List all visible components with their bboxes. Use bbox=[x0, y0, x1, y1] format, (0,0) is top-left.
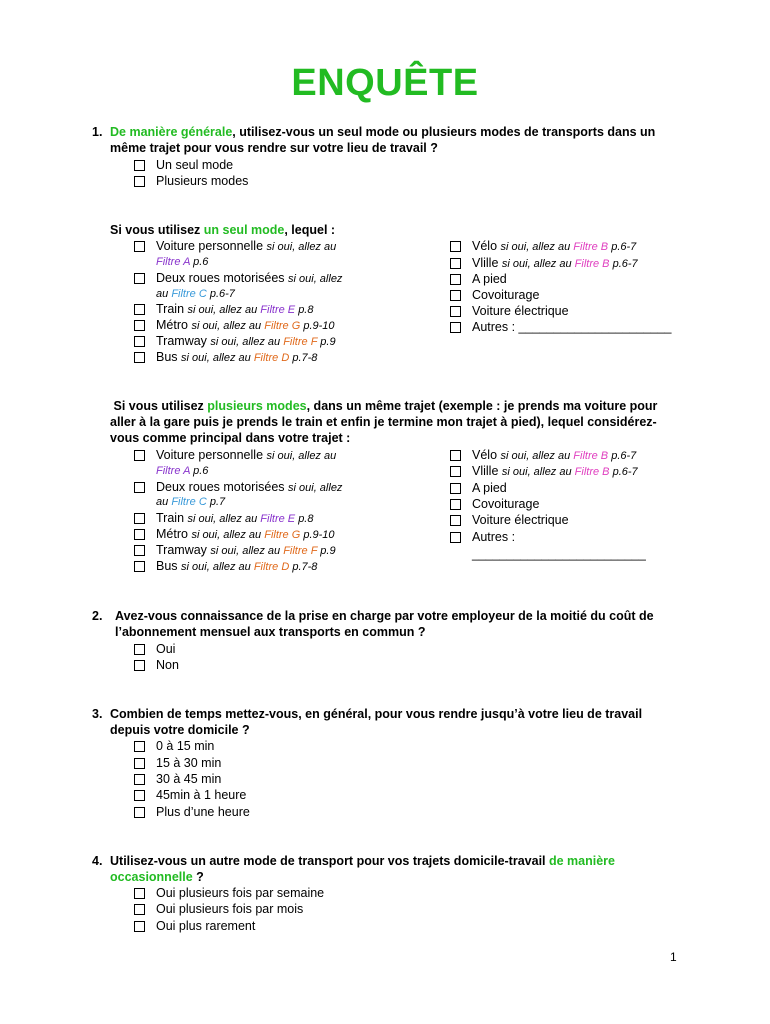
checkbox[interactable] bbox=[450, 274, 461, 285]
question-1 bbox=[0, 124, 770, 158]
checkbox[interactable] bbox=[450, 532, 461, 543]
checkbox[interactable] bbox=[450, 466, 461, 477]
checkbox[interactable] bbox=[134, 176, 145, 187]
checkbox[interactable] bbox=[450, 450, 461, 461]
question-number: 3. bbox=[92, 707, 103, 721]
checkbox[interactable] bbox=[134, 888, 145, 899]
checkbox[interactable] bbox=[450, 483, 461, 494]
q1-text-line2: même trajet pour vous rendre sur votre lieu de travail ? bbox=[110, 141, 438, 155]
filter-reference: Filtre A p.6 bbox=[156, 256, 209, 268]
checkbox[interactable] bbox=[134, 482, 145, 493]
checkbox[interactable] bbox=[134, 529, 145, 540]
checkbox[interactable] bbox=[134, 790, 145, 801]
multi-mode-intro: Si vous utilisez plusieurs modes, dans un même trajet (exemple : je prends ma voiture pour aller à la gare puis je prends le train et enfin je termine mon trajet à pied), lequel considérez- vous comme principal dans votre trajet : bbox=[110, 399, 658, 445]
checkbox[interactable] bbox=[134, 807, 145, 818]
checkbox[interactable] bbox=[450, 290, 461, 301]
checkbox[interactable] bbox=[134, 545, 145, 556]
checkbox[interactable] bbox=[134, 774, 145, 785]
checkbox[interactable] bbox=[134, 741, 145, 752]
checkbox[interactable] bbox=[134, 758, 145, 769]
checkbox[interactable] bbox=[450, 306, 461, 317]
single-mode-intro: Si vous utilisez un seul mode, lequel : bbox=[110, 223, 336, 237]
filter-reference: au Filtre C p.7 bbox=[156, 496, 226, 508]
autres-input-line[interactable]: _________________________ bbox=[472, 547, 646, 561]
checkbox[interactable] bbox=[134, 904, 145, 915]
checkbox[interactable] bbox=[450, 322, 461, 333]
checkbox[interactable] bbox=[134, 660, 145, 671]
page-number: 1 bbox=[670, 950, 677, 964]
checkbox[interactable] bbox=[450, 515, 461, 526]
checkbox[interactable] bbox=[134, 450, 145, 461]
question-3: 3. Combien de temps mettez-vous, en général, pour vous rendre jusqu’à votre lieu de travail depuis votre domicile ? bbox=[92, 707, 643, 737]
checkbox[interactable] bbox=[134, 273, 145, 284]
question-number: 4. bbox=[92, 854, 103, 868]
checkbox[interactable] bbox=[134, 513, 145, 524]
checkbox[interactable] bbox=[134, 241, 145, 252]
q1-highlight: De manière générale bbox=[110, 125, 233, 139]
filter-reference: Filtre A p.6 bbox=[156, 465, 209, 477]
page-title: ENQUÊTE bbox=[291, 62, 479, 104]
checkbox[interactable] bbox=[134, 160, 145, 171]
checkbox[interactable] bbox=[134, 336, 145, 347]
checkbox[interactable] bbox=[450, 258, 461, 269]
checkbox[interactable] bbox=[134, 561, 145, 572]
checkbox[interactable] bbox=[134, 921, 145, 932]
checkbox[interactable] bbox=[450, 241, 461, 252]
checkbox[interactable] bbox=[134, 644, 145, 655]
checkbox[interactable] bbox=[134, 320, 145, 331]
question-2: 2. Avez-vous connaissance de la prise en charge par votre employeur de la moitié du coût de l’abonnement mensuel aux transports en commun ? bbox=[92, 609, 654, 639]
q1-text: , utilisez-vous un seul mode ou plusieurs modes de transports dans un bbox=[232, 125, 656, 139]
question-number: 2. bbox=[92, 609, 103, 623]
question-number: 1. bbox=[92, 125, 103, 139]
question-4: 4. Utilisez-vous un autre mode de transport pour vos trajets domicile-travail de manière occasionnelle ? bbox=[92, 854, 615, 884]
checkbox[interactable] bbox=[134, 304, 145, 315]
checkbox[interactable] bbox=[134, 352, 145, 363]
checkbox[interactable] bbox=[450, 499, 461, 510]
filter-reference: au Filtre C p.6-7 bbox=[156, 288, 235, 300]
